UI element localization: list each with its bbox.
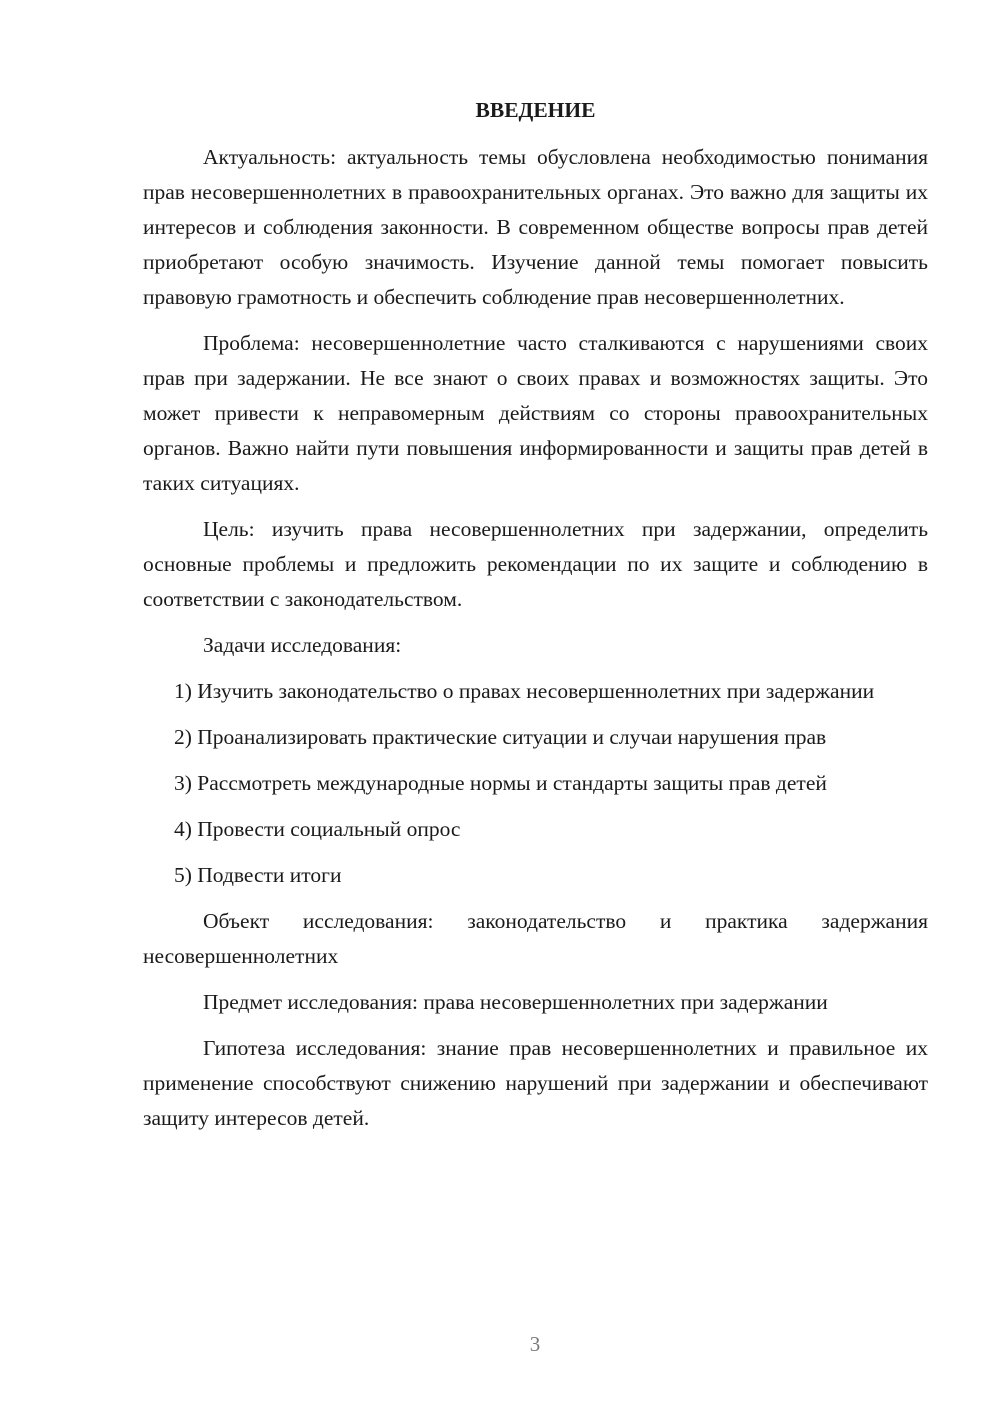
page-number: 3 [529, 1332, 541, 1356]
document-page [143, 93, 928, 1136]
task-item: 4) Провести социальный опрос [174, 817, 461, 841]
problem-paragraph: Проблема: несовершеннолетние часто сталкиваются с нарушениями своих прав при задержании. Не все знают о своих правах и возможностях защиты. Это может привести к неправомерным действиям со стороны правоохранительных органов. Важно найти пути повышения информированности и защиты прав детей в таких ситуациях. [143, 331, 928, 495]
task-item: 1) Изучить законодательство о правах несовершеннолетних при задержании [174, 679, 875, 703]
goal-paragraph: Цель: изучить права несовершеннолетних при задержании, определить основные проблемы и предложить рекомендации по их защите и соблюдению в соответствии с законодательством. [143, 517, 928, 611]
task-item: 3) Рассмотреть международные нормы и стандарты защиты прав детей [174, 771, 827, 795]
tasks-title: Задачи исследования: [203, 633, 402, 657]
hypothesis-paragraph: Гипотеза исследования: знание прав несовершеннолетних и правильное их применение способствуют снижению нарушений при задержании и обеспечивают защиту интересов детей. [143, 1036, 928, 1130]
page-title: ВВЕДЕНИЕ [475, 98, 596, 122]
task-item: 2) Проанализировать практические ситуации и случаи нарушения прав [174, 725, 827, 749]
object-paragraph: Объект исследования: законодательство и практика задержания несовершеннолетних [143, 909, 928, 968]
subject-paragraph: Предмет исследования: права несовершеннолетних при задержании [203, 990, 828, 1014]
relevance-paragraph: Актуальность: актуальность темы обусловлена необходимостью понимания прав несовершеннолетних в правоохранительных органах. Это важно для защиты их интересов и соблюдения законности. В современном обществе вопросы прав детей приобретают особую значимость. Изучение данной темы помогает повысить правовую грамотность и обеспечить соблюдение прав несовершеннолетних. [143, 145, 928, 309]
task-item: 5) Подвести итоги [174, 863, 342, 887]
